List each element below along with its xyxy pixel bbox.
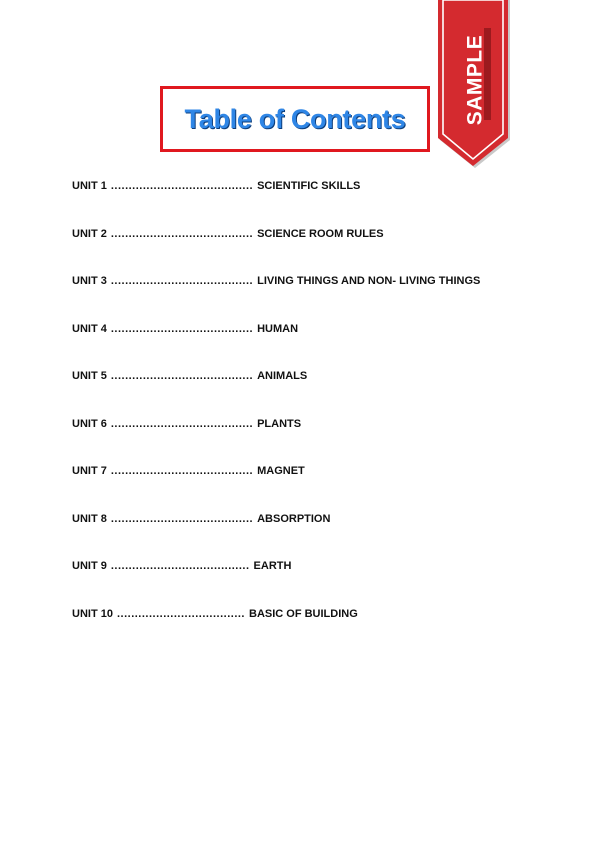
- toc-leader: ........................................: [110, 512, 254, 525]
- toc-item: [72, 228, 572, 276]
- toc-unit: UNIT 9: [72, 560, 107, 572]
- toc-topic: BASIC OF BUILDING: [249, 607, 358, 620]
- toc-topic: ANIMALS: [257, 370, 308, 382]
- toc-leader: ........................................: [110, 275, 254, 287]
- toc-topic: PLANTS: [257, 417, 302, 430]
- toc-item: [72, 180, 572, 228]
- toc-unit: UNIT 8: [72, 512, 107, 525]
- toc-leader: ....................................: [116, 607, 245, 620]
- toc-unit: UNIT 1: [72, 180, 107, 192]
- toc-unit: UNIT 2: [72, 227, 107, 240]
- toc-unit: UNIT 10: [72, 607, 113, 620]
- toc-leader: ........................................: [110, 180, 254, 192]
- toc-item: [72, 608, 572, 656]
- toc-unit: UNIT 5: [72, 370, 107, 382]
- toc-leader: ........................................: [110, 417, 254, 430]
- toc-item: [72, 560, 572, 608]
- page-title: Table of Contents: [184, 103, 406, 134]
- toc-unit: UNIT 7: [72, 465, 107, 477]
- toc-item: [72, 275, 572, 323]
- toc-leader: ........................................: [110, 370, 254, 382]
- toc-leader: ........................................: [110, 465, 254, 477]
- toc-item: [72, 418, 572, 466]
- toc-topic: HUMAN: [257, 322, 299, 335]
- toc-unit: UNIT 3: [72, 275, 107, 287]
- toc-unit: UNIT 6: [72, 417, 107, 430]
- toc-topic: ABSORPTION: [257, 512, 331, 525]
- toc-item: [72, 323, 572, 371]
- toc-list: [72, 180, 572, 655]
- toc-item: [72, 513, 572, 561]
- toc-topic: MAGNET: [257, 465, 305, 477]
- sample-badge: [455, 30, 495, 130]
- toc-topic: SCIENCE ROOM RULES: [257, 227, 384, 240]
- sample-badge-label: SAMPLE: [463, 34, 487, 126]
- toc-topic: SCIENTIFIC SKILLS: [257, 180, 361, 192]
- title-frame: [160, 86, 430, 152]
- toc-leader: ........................................: [110, 227, 254, 240]
- toc-topic: EARTH: [253, 560, 292, 572]
- toc-item: [72, 465, 572, 513]
- toc-leader: .......................................: [110, 560, 250, 572]
- toc-item: [72, 370, 572, 418]
- toc-unit: UNIT 4: [72, 322, 107, 335]
- toc-topic: LIVING THINGS AND NON- LIVING THINGS: [257, 275, 481, 287]
- toc-leader: ........................................: [110, 322, 254, 335]
